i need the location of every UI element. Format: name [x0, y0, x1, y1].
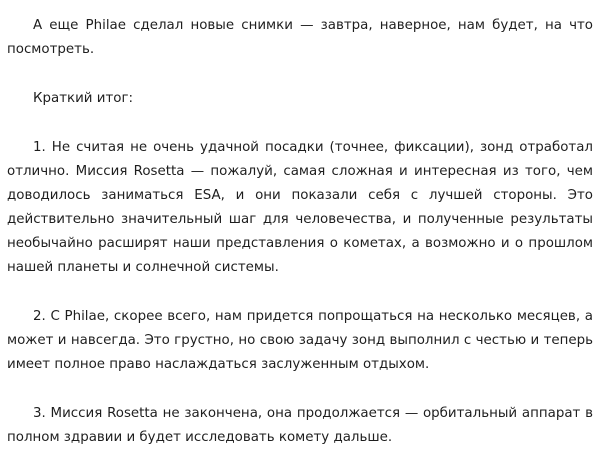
paragraph-point-2: 2. С Philae, скорее всего, нам придется попрощаться на несколько месяцев, а может и навсегда. Это грустно, но свою задачу зонд выполнил с честью и теперь имеет полное право наслаждаться заслуженным отдыхом.	[7, 309, 593, 372]
paragraph-point-3: 3. Миссия Rosetta не закончена, она продолжается — орбитальный аппарат в полном здравии и будет исследовать комету дальше.	[7, 406, 593, 445]
article-body	[7, 0, 593, 450]
summary-heading: Краткий итог:	[33, 91, 134, 106]
paragraph-new-images: А еще Philae сделал новые снимки — завтра, наверное, нам будет, на что посмотреть.	[7, 18, 593, 57]
paragraph-point-1: 1. Не считая не очень удачной посадки (точнее, фиксации), зонд отработал отлично. Миссия Rosetta — пожалуй, самая сложная и интересная из того, чем доводилось заниматься ESA, и они показали себя с лучшей стороны. Это действительно значительный шаг для человечества, и полученные результаты необычайно расширят наши представления о кометах, а возможно и о прошлом нашей планеты и солнечной системы.	[7, 140, 593, 275]
